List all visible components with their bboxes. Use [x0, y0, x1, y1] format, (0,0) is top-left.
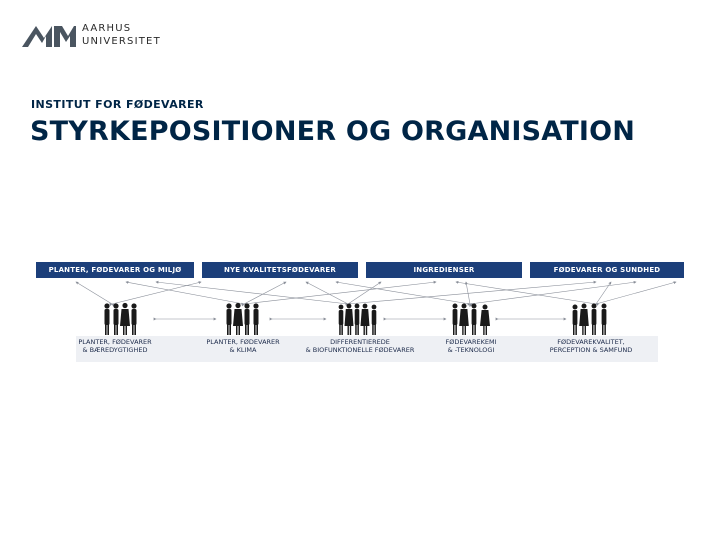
people-group-icon — [224, 302, 264, 336]
group-label-baeredygtighed: PLANTER, FØDEVARER & BÆREDYGTIGHED — [78, 338, 152, 354]
band-planter: PLANTER, FØDEVARER OG MILJØ — [36, 262, 194, 278]
band-ingredienser: INGREDIENSER — [366, 262, 522, 278]
logo-line-2: UNIVERSITET — [82, 36, 161, 47]
band-nye-kvalitet: NYE KVALITETSFØDEVARER — [202, 262, 358, 278]
people-group-icon — [336, 302, 380, 336]
logo-wordmark — [82, 22, 161, 48]
group-label-biofunktionelle: DIFFERENTIEREDE & BIOFUNKTIONELLE FØDEVARER — [305, 338, 415, 354]
group-label-samfund: FØDEVAREKVALITET, PERCEPTION & SAMFUND — [549, 338, 633, 354]
people-group-icon — [450, 302, 494, 336]
band-sundhed: FØDEVARER OG SUNDHED — [530, 262, 684, 278]
au-logo — [22, 20, 161, 52]
group-label-teknologi: FØDEVAREKEMI & -TEKNOLOGI — [445, 338, 497, 354]
logo-line-1: AARHUS — [82, 23, 132, 34]
page-title: STYRKEPOSITIONER OG ORGANISATION — [30, 116, 636, 147]
section-kicker: INSTITUT FOR FØDEVARER — [31, 98, 204, 111]
organisation-diagram — [36, 262, 684, 362]
group-label-klima: PLANTER, FØDEVARER & KLIMA — [206, 338, 280, 354]
people-group-icon — [570, 302, 612, 336]
people-group-icon — [102, 302, 142, 336]
au-seal-icon — [22, 22, 76, 48]
